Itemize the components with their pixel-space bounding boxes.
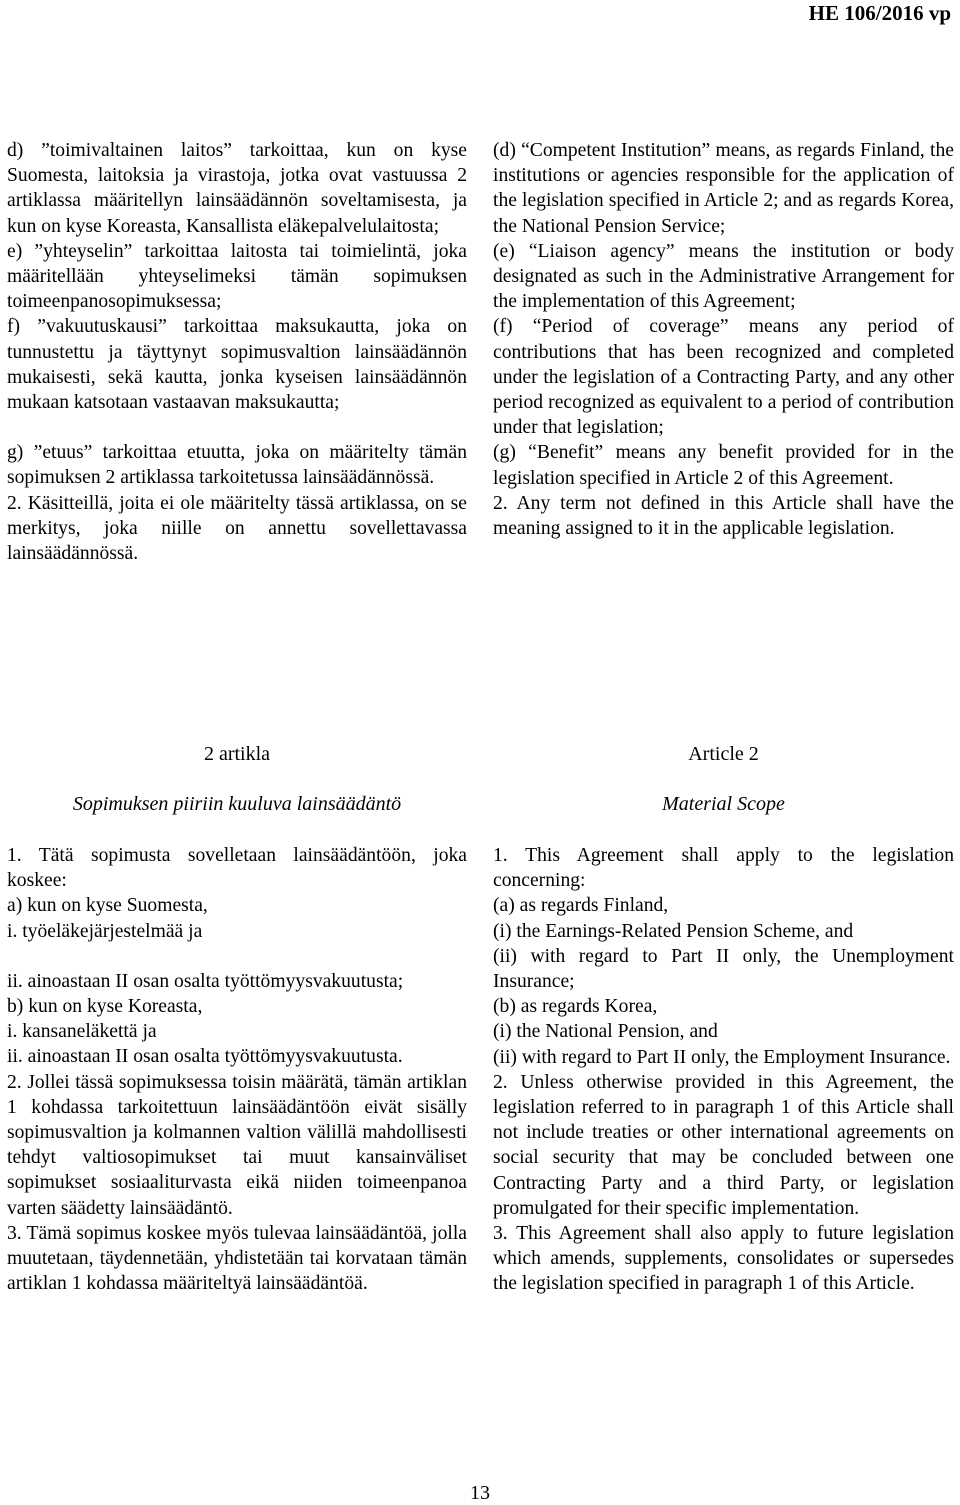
definition-f-fi: f) ”vakuutuskausi” tarkoittaa maksukautta, joka on tunnustettu ja täyttynyt sopimusvaltion lainsäädännön mukaisesti, sekä kautta, jonka kyseisen lainsäädännön mukaan katsotaan vastaavan maksukautta; bbox=[7, 316, 467, 414]
article-item-en: (i) the National Pension, and bbox=[493, 1021, 718, 1043]
definition-f-en: (f) “Period of coverage” means any period of contributions that has been recognized and completed under the legislation of a Contracting Party, and any other period recognized as equivalent to a period of contribution under that legislation; bbox=[493, 316, 954, 439]
article-title-fi: Sopimuksen piiriin kuuluva lainsäädäntö bbox=[72, 793, 402, 815]
article-item-en: (ii) with regard to Part II only, the Employment Insurance. bbox=[493, 1046, 951, 1068]
article-paragraph-fi: 1. Tätä sopimusta sovelletaan lainsäädäntöön, joka koskee: bbox=[7, 845, 467, 892]
article-paragraph-fi: 3. Tämä sopimus koskee myös tulevaa lainsäädäntöä, jolla muutetaan, täydennetään, yhdistetään tai korvataan tämän artiklan 1 kohdassa määriteltyä lainsäädäntöä. bbox=[7, 1222, 467, 1295]
article-item-fi: ii. ainoastaan II osan osalta työttömyysvakuutusta; bbox=[7, 970, 404, 992]
document-id: HE 106/2016 vp bbox=[808, 1, 951, 25]
article-item-fi: ii. ainoastaan II osan osalta työttömyysvakuutusta. bbox=[7, 1046, 403, 1068]
definition-d-fi: d) ”toimivaltainen laitos” tarkoittaa, kun on kyse Suomesta, laitoksia ja virastoja, jotka ovat vastuussa 2 artiklassa määritellyn lainsäädännön soveltamisesta, ja kun on kyse Koreasta, Kansallista eläkepalvelulaitosta; bbox=[7, 140, 467, 237]
paragraph-2-en: 2. Any term not defined in this Article shall have the meaning assigned to it in the applicable legislation. bbox=[493, 492, 954, 540]
article-number-en: Article 2 bbox=[688, 743, 759, 765]
definition-e-en: (e) “Liaison agency” means the institution or body designated as such in the Administrative Arrangement for the implementation of this Agreement; bbox=[493, 240, 954, 313]
article2-body-en bbox=[493, 843, 954, 1297]
article-title-en: Material Scope bbox=[662, 793, 785, 815]
article-paragraph-en: 3. This Agreement shall also apply to future legislation which amends, supplements, consolidates or supersedes the legislation specified in paragraph 1 of this Article. bbox=[493, 1223, 954, 1295]
definition-g-fi: g) ”etuus” tarkoittaa etuutta, joka on määritelty tämän sopimuksen 2 artiklassa tarkoitetussa lainsäädännössä. bbox=[7, 442, 467, 489]
definition-g-en: (g) “Benefit” means any benefit provided for in the legislation specified in Article 2 of this Agreement. bbox=[493, 442, 954, 489]
article-paragraph-fi: 2. Jollei tässä sopimuksessa toisin määrätä, tämän artiklan 1 kohdassa tarkoitettuun lainsäädäntöön eivät sisälly sopimusvaltion ja kolmannen valtion välillä mahdollisesti tehdyt valtiosopimukset tai muut kansainväliset sopimukset sosiaaliturvasta eikä niiden toimeenpanoa varten säädetty lainsäädäntö. bbox=[7, 1071, 467, 1219]
article-item-fi: i. kansaneläkettä ja bbox=[7, 1021, 157, 1043]
article-number-fi: 2 artikla bbox=[203, 743, 271, 765]
page-number: 13 bbox=[470, 1482, 490, 1504]
article-item-fi: b) kun on kyse Koreasta, bbox=[7, 996, 203, 1018]
article-item-en: (ii) with regard to Part II only, the Unemployment Insurance; bbox=[493, 945, 954, 993]
definitions-fi bbox=[7, 138, 467, 566]
article-item-fi: a) kun on kyse Suomesta, bbox=[7, 895, 208, 917]
article-item-en: (a) as regards Finland, bbox=[493, 895, 669, 917]
article-item-en: (b) as regards Korea, bbox=[493, 996, 658, 1018]
paragraph-2-fi: 2. Käsitteillä, joita ei ole määritelty tässä artiklassa, on se merkitys, joka niille on annettu sovellettavassa lainsäädännössä. bbox=[7, 492, 467, 565]
article-item-fi: i. työeläkejärjestelmää ja bbox=[7, 920, 203, 942]
definition-d-en: (d) “Competent Institution” means, as regards Finland, the institutions or agencies responsible for the application of the legislation specified in Article 2; and as regards Korea, the National Pension Service; bbox=[493, 140, 954, 237]
definition-e-fi: e) ”yhteyselin” tarkoittaa laitosta tai toimielintä, joka määritellään yhteyselimeksi tämän sopimuksen toimeenpanosopimuksessa; bbox=[7, 240, 467, 313]
definitions-en bbox=[493, 138, 954, 541]
article-paragraph-en: 2. Unless otherwise provided in this Agreement, the legislation referred to in paragraph 1 of this Article shall not include treaties or other international agreements on social security that may be concluded between one Contracting Party and a third Party, or legislation promulgated for their specific implementation. bbox=[493, 1071, 954, 1219]
article-paragraph-en: 1. This Agreement shall apply to the legislation concerning: bbox=[493, 845, 954, 892]
article-item-en: (i) the Earnings-Related Pension Scheme, and bbox=[493, 920, 854, 942]
article2-body-fi bbox=[7, 843, 467, 1296]
